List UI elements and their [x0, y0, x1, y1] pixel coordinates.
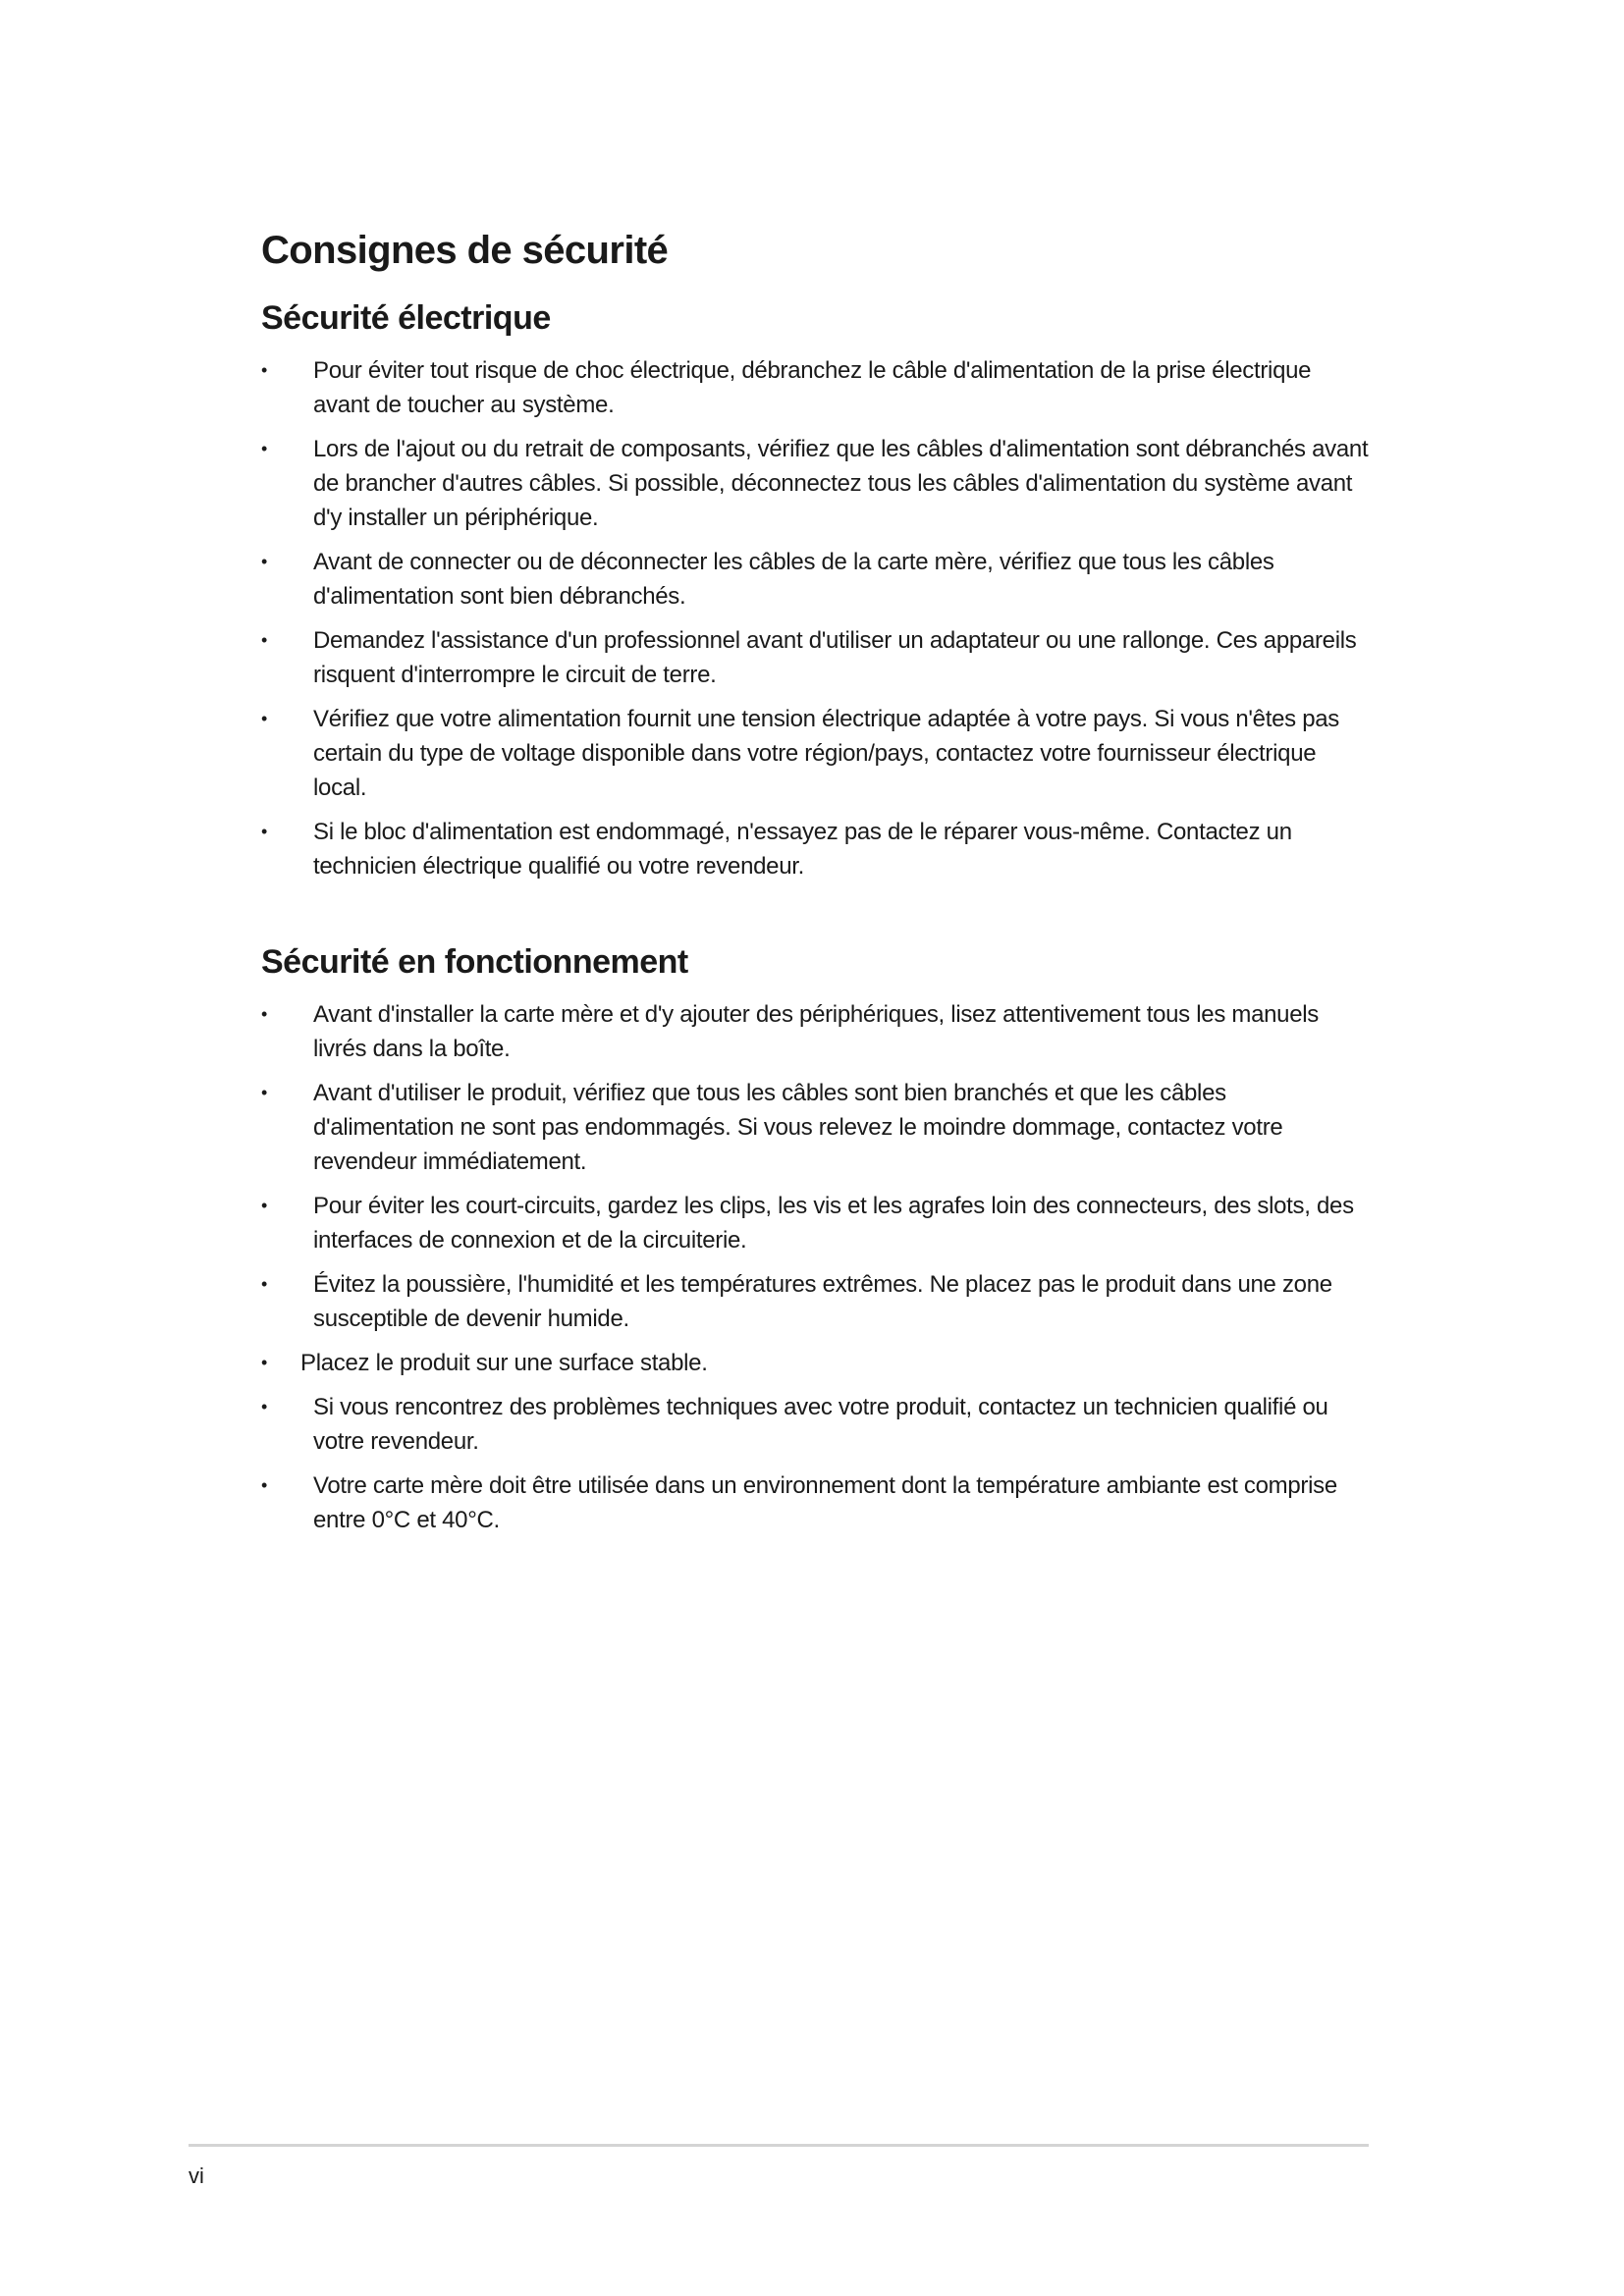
list-item: [261, 1267, 1371, 1336]
bullet-icon: •: [261, 1475, 268, 1495]
bullet-icon: •: [261, 709, 268, 728]
page-content: [261, 226, 1371, 1547]
list-item-text: Pour éviter tout risque de choc électrique, débranchez le câble d'alimentation de la prise électrique avant de toucher au système.: [313, 357, 1312, 418]
list-item: [261, 623, 1371, 692]
bullet-icon: •: [261, 552, 268, 571]
list-item: [261, 545, 1371, 614]
operational-safety-list: [261, 997, 1371, 1537]
bullet-icon: •: [261, 1004, 268, 1024]
list-item: [261, 1189, 1371, 1257]
list-item-text: Si vous rencontrez des problèmes techniques avec votre produit, contactez un technicien qualifié ou votre revendeur.: [313, 1394, 1328, 1455]
electrical-safety-list: [261, 353, 1371, 883]
section-heading-electrical: Sécurité électrique: [261, 299, 551, 337]
page-number: vi: [189, 2163, 204, 2188]
list-item: [261, 997, 1371, 1066]
list-item-text: Évitez la poussière, l'humidité et les températures extrêmes. Ne placez pas le produit dans une zone susceptible de devenir humide.: [313, 1271, 1332, 1332]
list-item: [261, 702, 1371, 805]
section-heading-operational: Sécurité en fonctionnement: [261, 943, 688, 981]
list-item-text: Avant d'utiliser le produit, vérifiez que tous les câbles sont bien branchés et que les câbles d'alimentation ne sont pas endommagés. Si vous relevez le moindre dommage, contactez votre revendeur immédiatement.: [313, 1080, 1283, 1175]
bullet-icon: •: [261, 1397, 268, 1416]
list-item: [261, 1346, 1371, 1380]
bullet-icon: •: [261, 360, 268, 380]
bullet-icon: •: [261, 1196, 268, 1215]
bullet-icon: •: [261, 1353, 268, 1372]
page-title: Consignes de sécurité: [261, 229, 669, 272]
list-item-text: Vérifiez que votre alimentation fournit une tension électrique adaptée à votre pays. Si vous n'êtes pas certain du type de voltage disponible dans votre région/pays, contactez votre fournisseur électrique local.: [313, 706, 1339, 801]
list-item-text: Placez le produit sur une surface stable.: [300, 1350, 708, 1376]
list-item-text: Demandez l'assistance d'un professionnel avant d'utiliser un adaptateur ou une rallonge. Ces appareils risquent d'interrompre le circuit de terre.: [313, 627, 1357, 688]
list-item: [261, 353, 1371, 422]
list-item-text: Votre carte mère doit être utilisée dans un environnement dont la température ambiante est comprise entre 0°C et 40°C.: [313, 1472, 1337, 1533]
list-item-text: Avant d'installer la carte mère et d'y ajouter des périphériques, lisez attentivement tous les manuels livrés dans la boîte.: [313, 1001, 1320, 1062]
list-item: [261, 815, 1371, 883]
list-item: [261, 1390, 1371, 1459]
list-item-text: Lors de l'ajout ou du retrait de composants, vérifiez que les câbles d'alimentation sont débranchés avant de brancher d'autres câbles. Si possible, déconnectez tous les câbles d'alimentation du système avant d'y installer un périphérique.: [313, 436, 1369, 531]
bullet-icon: •: [261, 439, 268, 458]
list-item-text: Pour éviter les court-circuits, gardez les clips, les vis et les agrafes loin des connecteurs, des slots, des interfaces de connexion et de la circuiterie.: [313, 1193, 1354, 1254]
list-item: [261, 432, 1371, 535]
bullet-icon: •: [261, 1274, 268, 1294]
bullet-icon: •: [261, 822, 268, 841]
list-item-text: Avant de connecter ou de déconnecter les câbles de la carte mère, vérifiez que tous les câbles d'alimentation sont bien débranchés.: [313, 549, 1274, 610]
list-item: [261, 1468, 1371, 1537]
bullet-icon: •: [261, 1083, 268, 1102]
section-operational-safety: [261, 940, 1371, 1537]
footer-divider: [189, 2144, 1369, 2147]
section-electrical-safety: [261, 296, 1371, 883]
list-item-text: Si le bloc d'alimentation est endommagé, n'essayez pas de le réparer vous-même. Contactez un technicien électrique qualifié ou votre revendeur.: [313, 819, 1292, 880]
bullet-icon: •: [261, 630, 268, 650]
list-item: [261, 1076, 1371, 1179]
